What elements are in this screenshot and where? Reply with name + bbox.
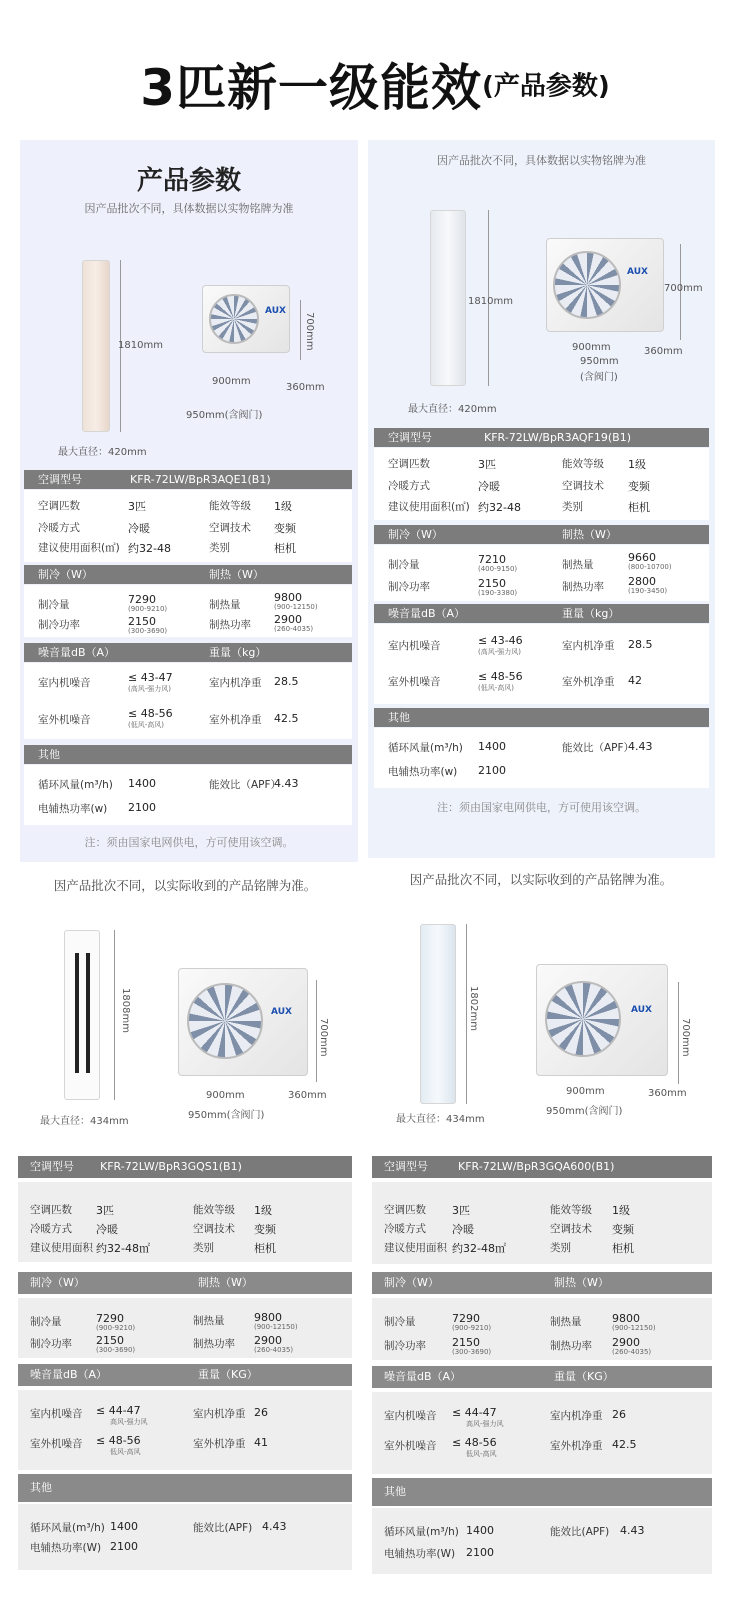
indoor-diameter-label: 最大直径：420mm [408,404,497,415]
outdoor-depth-label: 360mm [288,1090,327,1101]
outdoor-width-label: 900mm [212,376,251,387]
indoor-height-label: 1810mm [468,296,513,307]
outdoor-width-label: 900mm [206,1090,245,1101]
fan-icon [545,981,621,1057]
model-number: KFR-72LW/BpR3GQS1(B1) [100,1160,242,1173]
panel-footer-note: 注：须由国家电网供电，方可使用该空调。 [437,801,646,814]
noise-weight-header: 噪音量dB（A） 重量（KG） [18,1364,352,1386]
outdoor-depth-label: 360mm [286,382,325,393]
indoor-diameter-label: 最大直径：434mm [396,1114,485,1125]
other-header: 其他 [24,745,352,764]
performance-header: 制冷（W） 制热（W） [374,525,709,544]
fan-icon [553,251,621,319]
noise-weight-block: 室内机噪音 ≤ 44-47 高风-强力风 室内机净重 26 室外机噪音 ≤ 48-56 低风-高风 室外机净重 41 [18,1390,352,1470]
outdoor-width-valve-label: 950mm(含阀门) [186,410,263,421]
outdoor-height-label: 700mm [304,312,315,351]
basic-specs-block: 空调匹数 3匹 能效等级 1级 冷暖方式 冷暖 空调技术 变频 建议使用面积 约32-48㎡ 类别 柜机 [18,1182,352,1262]
page-title [0,48,750,120]
outdoor-height-label: 700mm [318,1018,329,1057]
aux-logo: AUX [271,1007,292,1017]
noise-weight-block: 室内机噪音 ≤ 43-46 (高风-强力风) 室内机净重 28.5 室外机噪音 ≤ 48-56 (低风-高风) 室外机净重 42 [374,624,709,704]
basic-specs-block: 空调匹数 3匹 能效等级 1级 冷暖方式 冷暖 空调技术 变频 建议使用面积 约32-48㎡ 类别 柜机 [372,1182,712,1264]
outdoor-height-line [678,982,679,1084]
indoor-height-label: 1810mm [118,340,163,351]
other-header: 其他 [372,1478,712,1506]
outdoor-unit-image [536,964,668,1076]
outdoor-valve-note: (含阀门) [580,372,618,383]
aux-logo: AUX [265,306,286,316]
other-block: 循环风量(m³/h) 1400 能效比(APF) 4.43 电辅热功率(W) 2100 [18,1504,352,1570]
indoor-unit-image [82,260,110,432]
model-header: 空调型号 KFR-72LW/BpR3AQF19(B1) [374,428,709,447]
model-header: 空调型号 KFR-72LW/BpR3GQA600(B1) [372,1156,712,1178]
noise-weight-header: 噪音量dB（A） 重量（KG） [372,1366,712,1388]
performance-block: 制冷量 7290 (900-9210) 制热量 9800 (900-12150) 制冷功率 2150 (300-3690) 制热功率 2900 (260-4035) [372,1298,712,1360]
outdoor-unit-image [546,238,664,332]
indoor-unit-image [430,210,466,386]
other-block: 循环风量(m³/h) 1400 能效比（APF） 4.43 电辅热功率(w) 2100 [374,728,709,788]
outdoor-height-label: 700mm [664,283,703,294]
page-title-main: 3匹新一级能效 [140,59,482,117]
outdoor-height-line [316,980,317,1082]
height-dimension-line [114,930,115,1100]
performance-block: 制冷量 7290 (900-9210) 制热量 9800 (900-12150) 制冷功率 2150 (300-3690) 制热功率 2900 (260-4035) [18,1298,352,1358]
fan-icon [209,294,259,344]
model-number: KFR-72LW/BpR3AQE1(B1) [130,473,271,486]
aux-logo: AUX [631,1005,652,1015]
noise-weight-block: 室内机噪音 ≤ 43-47 (高风-强力风) 室内机净重 28.5 室外机噪音 ≤ 48-56 (低风-高风) 室外机净重 42.5 [24,663,352,739]
page-title-sub: (产品参数) [482,71,610,102]
indoor-height-label: 1802mm [468,986,479,1031]
performance-header: 制冷（W） 制热（W） [24,565,352,584]
other-header: 其他 [18,1474,352,1502]
product-panel-4 [370,868,712,1588]
performance-header: 制冷（W） 制热（W） [372,1272,712,1294]
other-header: 其他 [374,708,709,727]
performance-block: 制冷量 7210 (400-9150) 制热量 9660 (800-10700) 制冷功率 2150 (190-3380) 制热功率 2800 (190-3450) [374,545,709,601]
indoor-unit-image [64,930,100,1100]
product-panel-3 [18,868,352,1588]
other-block: 循环风量(m³/h) 1400 能效比（APF） 4.43 电辅热功率(w) 2100 [24,765,352,825]
performance-header: 制冷（W） 制热（W） [18,1272,352,1294]
model-header: 空调型号 KFR-72LW/BpR3AQE1(B1) [24,470,352,489]
outdoor-width-valve-label: 950mm(含阀门) [188,1110,265,1121]
panel-note: 因产品批次不同，以实际收到的产品铭牌为准。 [53,878,317,893]
panel-note: 因产品批次不同，以实际收到的产品铭牌为准。 [409,872,673,887]
outdoor-depth-label: 360mm [644,346,683,357]
indoor-diameter-label: 最大直径：420mm [58,447,147,458]
indoor-unit-image [420,924,456,1104]
basic-specs-block: 空调匹数 3匹 能效等级 1级 冷暖方式 冷暖 空调技术 变频 建议使用面积(㎡) 约32-48 类别 柜机 [24,490,352,562]
indoor-diameter-label: 最大直径：434mm [40,1116,129,1127]
outdoor-width-valve-label: 950mm [580,356,619,367]
outdoor-unit-image [202,285,290,353]
panel-heading: 产品参数 [136,166,241,196]
outdoor-unit-image [178,968,308,1076]
outdoor-depth-label: 360mm [648,1088,687,1099]
outdoor-height-label: 700mm [680,1018,691,1057]
product-panel-1 [20,140,358,862]
noise-weight-header: 噪音量dB（A） 重量（kg） [374,604,709,623]
indoor-height-label: 1808mm [120,988,131,1033]
basic-specs-block: 空调匹数 3匹 能效等级 1级 冷暖方式 冷暖 空调技术 变频 建议使用面积(㎡) 约32-48 类别 柜机 [374,448,709,520]
fan-icon [187,983,263,1059]
panel-note: 因产品批次不同，具体数据以实物铭牌为准 [437,154,646,167]
product-panel-2 [368,140,715,858]
noise-weight-block: 室内机噪音 ≤ 44-47 高风-强力风 室内机净重 26 室外机噪音 ≤ 48-56 低风-高风 室外机净重 42.5 [372,1392,712,1474]
model-number: KFR-72LW/BpR3GQA600(B1) [458,1160,615,1173]
performance-block: 制冷量 7290 (900-9210) 制热量 9800 (900-12150) 制冷功率 2150 (300-3690) 制热功率 2900 (260-4035) [24,585,352,637]
other-block: 循环风量(m³/h) 1400 能效比(APF) 4.43 电辅热功率(W) 2100 [372,1508,712,1574]
outdoor-width-label: 900mm [572,342,611,353]
aux-logo: AUX [627,267,648,277]
model-number: KFR-72LW/BpR3AQF19(B1) [484,431,632,444]
outdoor-width-label: 900mm [566,1086,605,1097]
noise-weight-header: 噪音量dB（A） 重量（kg） [24,643,352,662]
panel-note: 因产品批次不同，具体数据以实物铭牌为准 [84,202,294,215]
height-dimension-line [466,924,467,1104]
panel-footer-note: 注：须由国家电网供电，方可使用该空调。 [84,836,294,849]
outdoor-width-valve-label: 950mm(含阀门) [546,1106,623,1117]
outdoor-height-line [300,300,301,360]
model-header: 空调型号 KFR-72LW/BpR3GQS1(B1) [18,1156,352,1178]
